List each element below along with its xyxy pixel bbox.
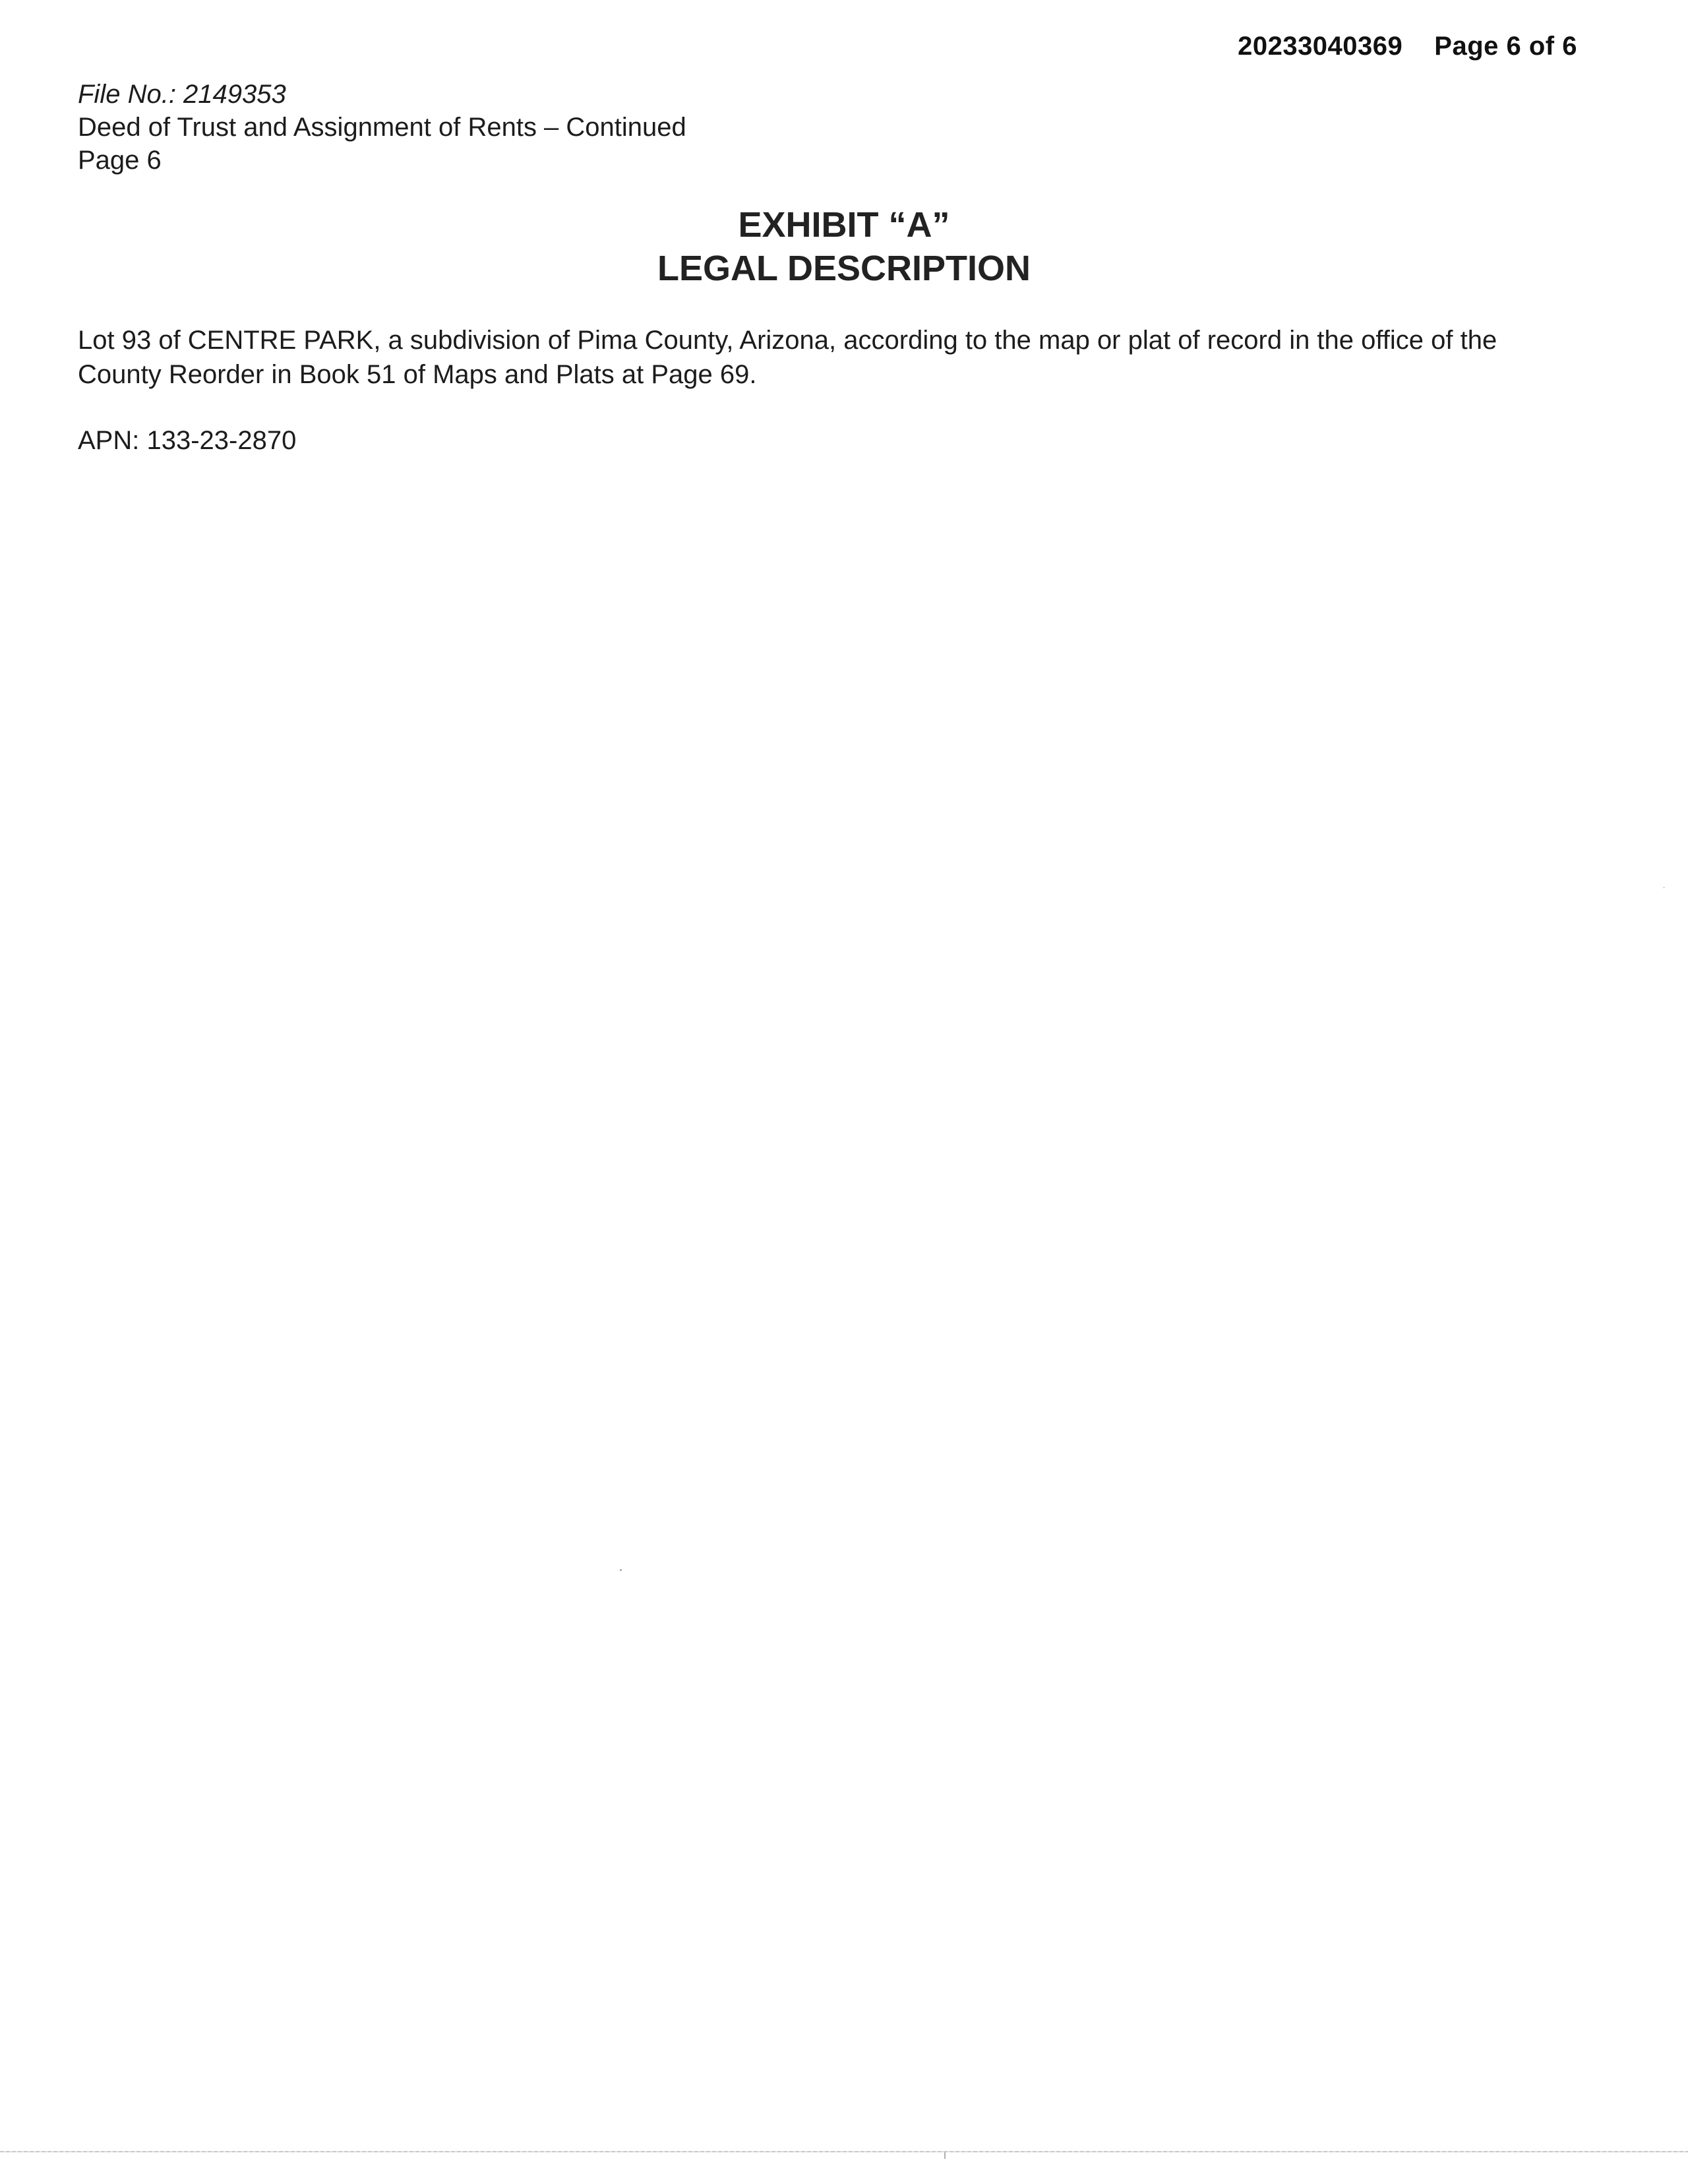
recording-stamp (1238, 32, 1577, 61)
scan-edge-line (0, 2151, 1688, 2152)
legal-description-paragraph: Lot 93 of CENTRE PARK, a subdivision of Pima County, Arizona, according to the map or plat of record in the office of the County Reorder in Book 51 of Maps and Plats at Page 69. (78, 326, 1497, 389)
exhibit-subtitle: LEGAL DESCRIPTION (657, 249, 1031, 288)
exhibit-title: EXHIBIT “A” (738, 205, 950, 245)
file-number: File No.: 2149353 (78, 80, 286, 109)
document-header (78, 78, 686, 177)
recording-page-label: Page 6 of 6 (1434, 32, 1577, 61)
header-page-number: Page 6 (78, 146, 162, 175)
document-title: Deed of Trust and Assignment of Rents – Continued (78, 113, 686, 142)
apn-line: APN: 133-23-2870 (78, 426, 297, 455)
scan-speck (620, 1569, 622, 1571)
exhibit-heading (0, 203, 1688, 290)
scan-edge-tick (944, 2152, 946, 2159)
recording-document-number: 20233040369 (1238, 32, 1403, 61)
scan-speck (1663, 887, 1665, 888)
